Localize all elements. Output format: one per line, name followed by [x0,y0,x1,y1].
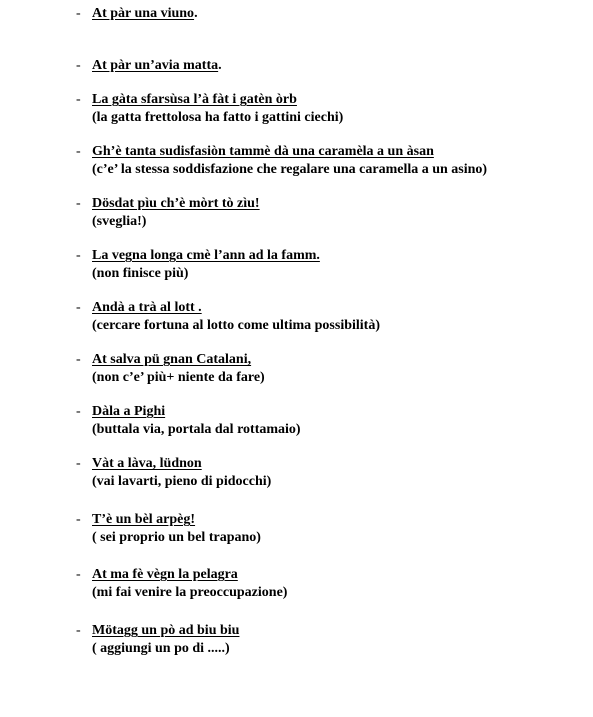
phrase-punctuation: . [218,58,222,73]
dialect-phrase: La vegna longa cmè l’ann ad la famm. [92,248,320,263]
dialect-phrase: Vàt a làva, lüdnon [92,456,202,471]
italian-translation: (la gatta frettolosa ha fatto i gattini ciechi) [92,110,344,125]
bullet-dash: - [76,248,81,263]
italian-translation: (vai lavarti, pieno di pidocchi) [92,474,272,489]
bullet-dash: - [76,623,81,638]
bullet-dash: - [76,352,81,367]
bullet-dash: - [76,512,81,527]
italian-translation: ( aggiungi un po di .....) [92,641,230,656]
italian-translation: (non finisce più) [92,266,189,281]
dialect-phrase: Dàla a Pighi [92,404,166,419]
bullet-dash: - [76,144,81,159]
dialect-phrase: At pàr una viuno [92,6,195,21]
bullet-dash: - [76,567,81,582]
dialect-phrase: Dösdat pìu ch’è mòrt tò zìu! [92,196,260,211]
dialect-phrase: La gàta sfarsùsa l’à fàt i gatèn òrb [92,92,297,107]
phrase-punctuation: . [194,6,198,21]
italian-translation: (cercare fortuna al lotto come ultima possibilità) [92,318,380,333]
bullet-dash: - [76,6,81,21]
italian-translation: (mi fai venire la preoccupazione) [92,585,288,600]
italian-translation: (c’e’ la stessa soddisfazione che regalare una caramella a un asino) [92,162,488,177]
dialect-phrase: T’è un bèl arpèg! [92,512,196,527]
dialect-phrase: Andà a trà al lott . [92,300,202,315]
bullet-dash: - [76,196,81,211]
bullet-dash: - [76,404,81,419]
bullet-dash: - [76,58,81,73]
dialect-phrase: At salva pü gnan Catalani, [92,352,252,367]
dialect-phrase: Mötagg un pò ad biu biu [92,623,240,638]
italian-translation: ( sei proprio un bel trapano) [92,530,261,545]
dialect-phrase: Gh’è tanta sudisfasiòn tammè dà una caramèla a un àsan [92,144,434,159]
italian-translation: (non c’e’ più+ niente da fare) [92,370,265,385]
italian-translation: (sveglia!) [92,214,147,229]
italian-translation: (buttala via, portala dal rottamaio) [92,422,301,437]
bullet-dash: - [76,92,81,107]
dialect-phrase: At pàr un’avia matta [92,58,219,73]
bullet-dash: - [76,456,81,471]
dialect-phrase: At ma fè vègn la pelagra [92,567,238,582]
bullet-dash: - [76,300,81,315]
